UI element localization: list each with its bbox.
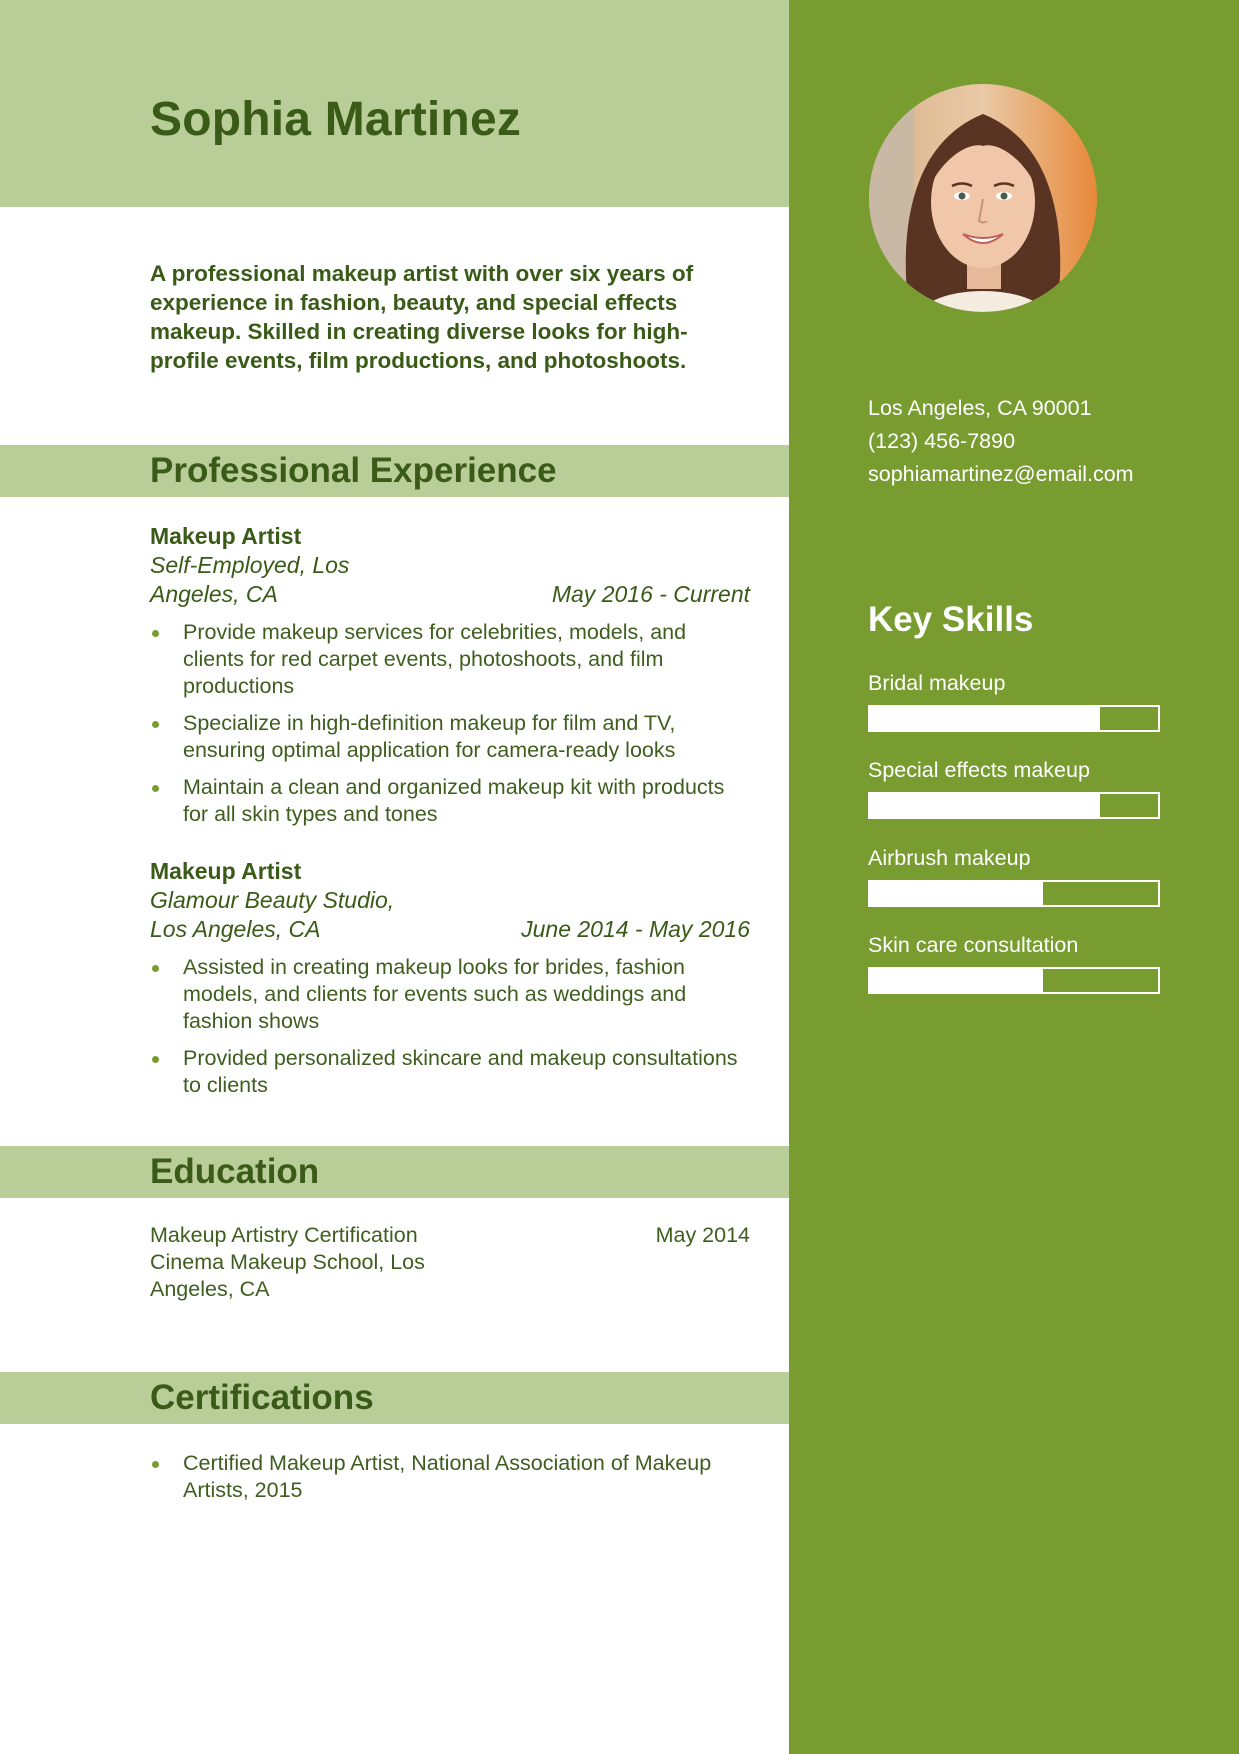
job-company: Glamour Beauty Studio, Los Angeles, CA	[150, 887, 395, 942]
skill-label: Skin care consultation	[868, 933, 1079, 957]
skill-level-bar	[868, 792, 1160, 819]
contact-address: Los Angeles, CA 90001	[868, 396, 1092, 420]
skill-level-bar	[868, 705, 1160, 732]
experience-title: Professional Experience	[150, 451, 557, 490]
portrait-image	[869, 84, 1097, 312]
contact-info	[868, 395, 1158, 494]
skill-item	[868, 932, 1160, 994]
certifications-section-header	[0, 1372, 789, 1424]
experience-section-header	[0, 445, 789, 497]
list-item: Assisted in creating makeup looks for brides, fashion models, and clients for events such as weddings and fashion shows	[150, 954, 750, 1035]
job-title: Makeup Artist	[150, 858, 302, 884]
job-entry	[150, 857, 750, 1109]
profile-summary: A professional makeup artist with over six years of experience in fashion, beauty, and special effects makeup. Skilled in creating diverse looks for high-profile events, film productions, and photoshoots.	[150, 261, 694, 373]
certifications-title: Certifications	[150, 1378, 374, 1417]
skill-level-fill	[870, 882, 1043, 905]
certifications-list	[150, 1450, 740, 1514]
list-item: Maintain a clean and organized makeup kit with products for all skin types and tones	[150, 774, 750, 828]
list-item: Provide makeup services for celebrities, models, and clients for red carpet events, photoshoots, and film productions	[150, 619, 750, 700]
job-entry	[150, 522, 750, 838]
skill-level-bar	[868, 880, 1160, 907]
skill-label: Airbrush makeup	[868, 846, 1031, 870]
list-item: Certified Makeup Artist, National Association of Makeup Artists, 2015	[150, 1450, 740, 1504]
job-bullets	[150, 619, 750, 828]
job-meta	[150, 886, 750, 944]
list-item: Specialize in high-definition makeup for film and TV, ensuring optimal application for camera-ready looks	[150, 710, 750, 764]
skills-title: Key Skills	[868, 600, 1034, 639]
skill-level-bar	[868, 967, 1160, 994]
education-degree: Makeup Artistry Certification	[150, 1223, 418, 1247]
list-item: Provided personalized skincare and makeup consultations to clients	[150, 1045, 750, 1099]
job-company: Self-Employed, Los Angeles, CA	[150, 552, 350, 607]
skill-level-fill	[870, 969, 1043, 992]
contact-email: sophiamartinez@email.com	[868, 462, 1134, 486]
education-section-header	[0, 1146, 789, 1198]
job-bullets	[150, 954, 750, 1099]
job-title: Makeup Artist	[150, 523, 302, 549]
candidate-name: Sophia Martinez	[150, 93, 522, 146]
skill-label: Bridal makeup	[868, 671, 1006, 695]
skill-level-fill	[870, 794, 1100, 817]
job-dates: May 2016 - Current	[551, 581, 750, 607]
education-school: Cinema Makeup School, Los Angeles, CA	[150, 1250, 425, 1301]
job-dates: June 2014 - May 2016	[521, 916, 750, 942]
skill-item	[868, 670, 1160, 732]
job-meta	[150, 551, 750, 609]
header-band	[0, 0, 789, 207]
skill-item	[868, 845, 1160, 907]
education-date: May 2014	[655, 1223, 750, 1247]
skill-item	[868, 757, 1160, 819]
contact-phone: (123) 456-7890	[868, 429, 1016, 453]
skill-level-fill	[870, 707, 1100, 730]
education-entry	[150, 1222, 750, 1303]
profile-photo	[869, 84, 1097, 312]
education-title: Education	[150, 1152, 320, 1191]
skill-label: Special effects makeup	[868, 758, 1090, 782]
